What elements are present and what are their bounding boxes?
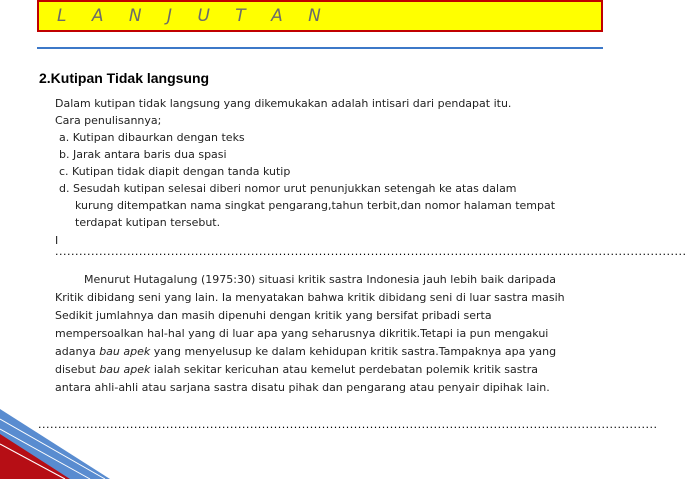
paragraph-line-6 <box>55 363 538 376</box>
text-cursor: I <box>55 234 59 247</box>
paragraph-line-3: Sedikit jumlahnya dan masih dipenuhi dengan kritik yang bersifat pribadi serta <box>55 309 492 322</box>
slide-title: L A N J U T A N <box>57 6 331 26</box>
list-item-d-cont-2: terdapat kutipan tersebut. <box>75 216 221 229</box>
corner-decoration <box>0 389 110 479</box>
paragraph-line-5-end: yang menyelusup ke dalam kehidupan kritik sastra.Tampaknya apa yang <box>150 345 557 358</box>
section-heading: 2.Kutipan Tidak langsung <box>39 70 210 86</box>
intro-line-2: Cara penulisannya; <box>55 114 162 127</box>
dotted-separator-bottom: ........................................................................................................................................................... <box>38 418 658 431</box>
italic-term: bau apek <box>99 345 151 358</box>
paragraph-line-6-end: ialah sekitar kericuhan atau kemelut perdebatan polemik kritik sastra <box>150 363 538 376</box>
list-item-d: d. Sesudah kutipan selesai diberi nomor urut penunjukkan setengah ke atas dalam <box>59 182 517 195</box>
list-item-d-cont-1: kurung ditempatkan nama singkat pengarang,tahun terbit,dan nomor halaman tempat <box>75 199 556 212</box>
paragraph-line-2: Kritik dibidang seni yang lain. Ia menyatakan bahwa kritik dibidang seni di luar sastra masih <box>55 291 565 304</box>
paragraph-line-5 <box>55 345 556 358</box>
list-item-b: b. Jarak antara baris dua spasi <box>59 148 227 161</box>
title-bar <box>37 0 603 32</box>
paragraph-line-5-start: adanya <box>55 345 100 358</box>
dotted-separator-top: .............................................................................................................................................................. <box>55 245 686 258</box>
paragraph-line-6-start: disebut <box>55 363 100 376</box>
divider-line <box>37 47 603 49</box>
paragraph-line-4: mempersoalkan hal-hal yang di luar apa yang seharusnya dikritik.Tetapi ia pun mengakui <box>55 327 549 340</box>
list-item-a: a. Kutipan dibaurkan dengan teks <box>59 131 245 144</box>
intro-line-1: Dalam kutipan tidak langsung yang dikemukakan adalah intisari dari pendapat itu. <box>55 97 512 110</box>
list-item-c: c. Kutipan tidak diapit dengan tanda kutip <box>59 165 291 178</box>
italic-term: bau apek <box>99 363 151 376</box>
paragraph-line-7: antara ahli-ahli atau sarjana sastra disatu pihak dan pengarang atau penyair dipihak lain. <box>55 381 550 394</box>
paragraph-line-1: Menurut Hutagalung (1975:30) situasi kritik sastra Indonesia jauh lebih baik daripada <box>84 273 556 286</box>
